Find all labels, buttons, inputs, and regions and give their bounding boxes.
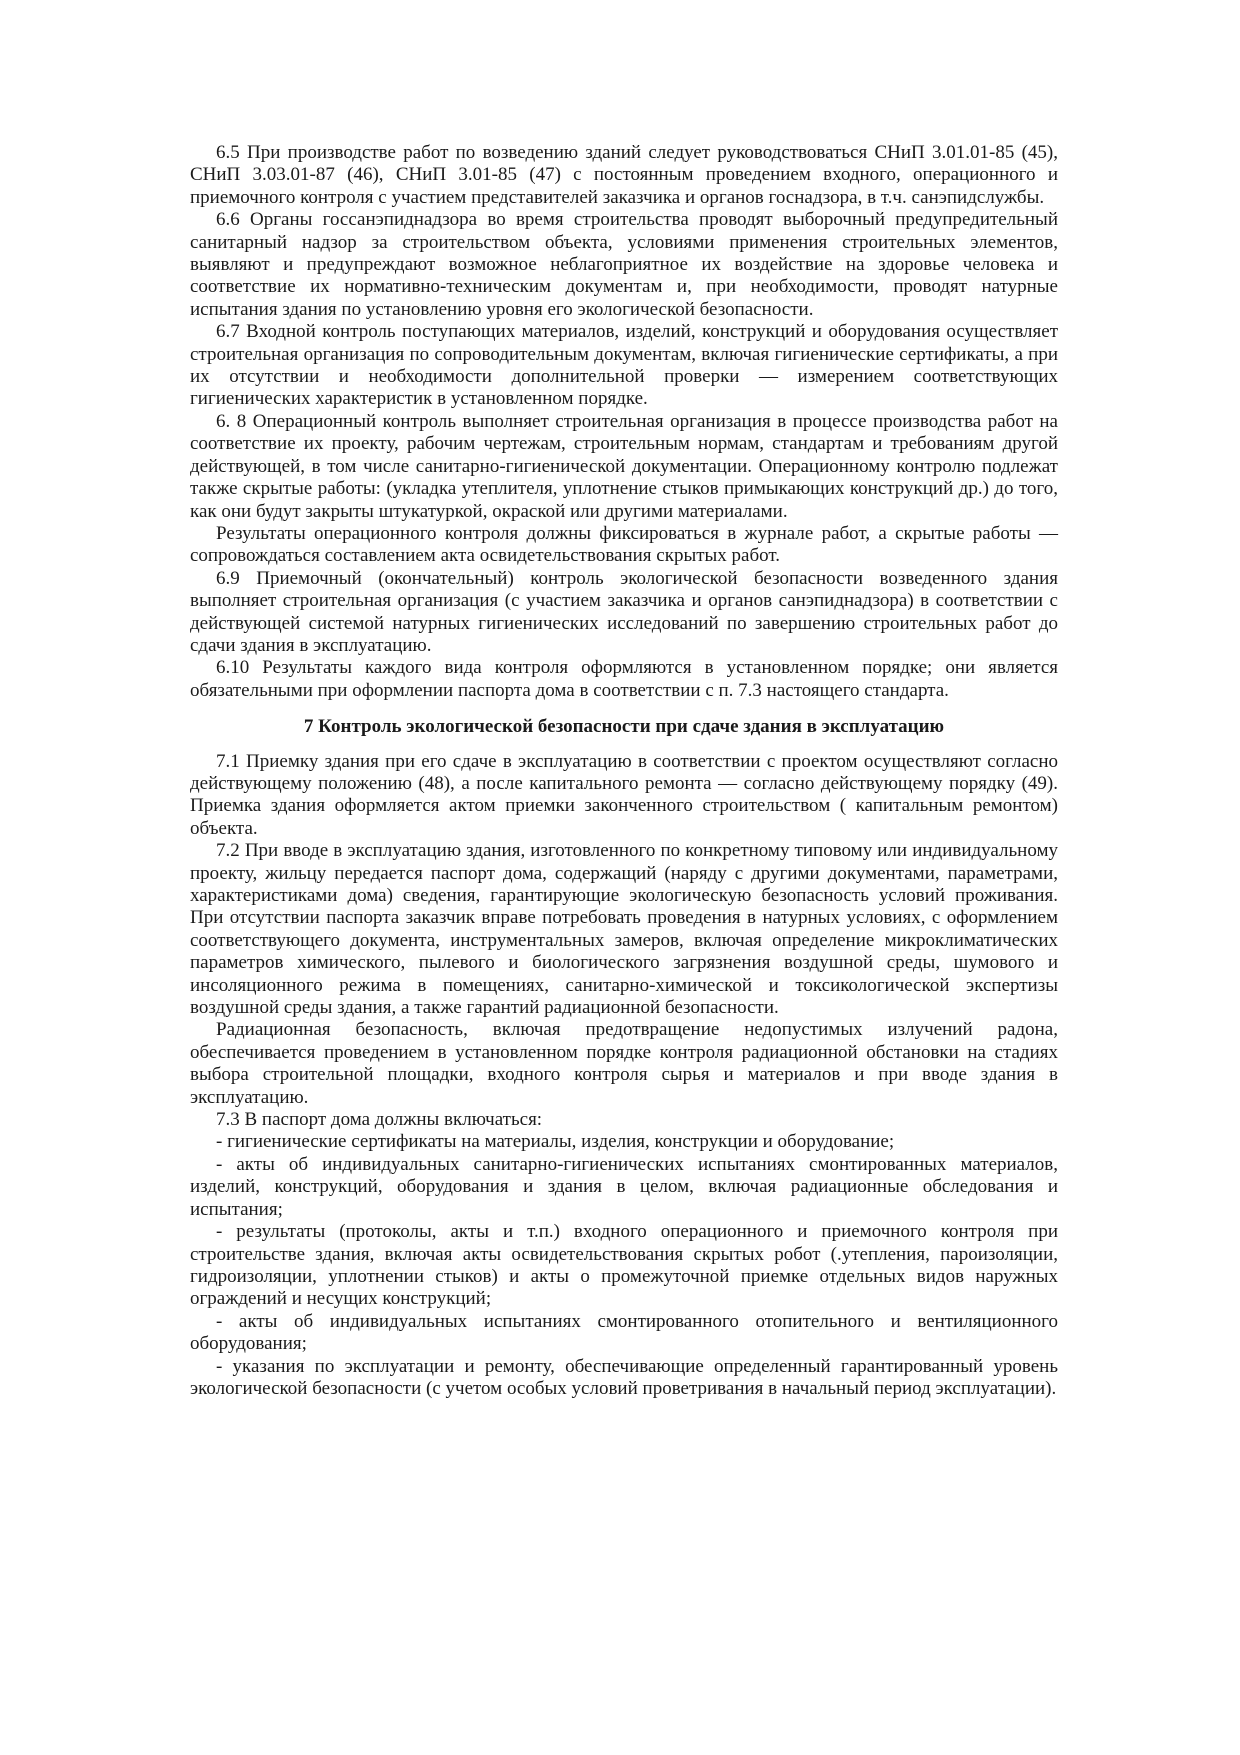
paragraph-7-3: 7.3 В паспорт дома должны включаться: [216,1109,543,1131]
paragraph-7-2: 7.2 При вводе в эксплуатацию здания, изготовленного по конкретному типовому или индивидуальному проекту, жильцу передается паспорт дома, содержащий (наряду с другими документами, параметрами, характеристиками дома) сведения, гарантирующие экологическую безопасность условий проживания. При отсутствии паспорта заказчик вправе потребовать проведения в натурных условиях, с оформлением соответствующего документа, инструментальных замеров, включая определение микроклиматических параметров химического, пылевого и биологического загрязнения воздушной среды, шумового и инсоляционного режима в помещениях, санитарно-химической и токсикологической экспертизы воздушной среды здания, а также гарантий радиационной безопасности. [190,840,1058,1019]
paragraph-6-8-results: Результаты операционного контроля должны фиксироваться в журнале работ, а скрытые работы — сопровождаться составлением акта освидетельствования скрытых работ. [190,522,1058,567]
paragraph-7-2-radiation: Радиационная безопасность, включая предотвращение недопустимых излучений радона, обеспечивается проведением в установленном порядке контроля радиационной обстановки на стадиях выбора строительной площадки, входного контроля сырья и материалов и при вводе здания в эксплуатацию. [190,1019,1058,1108]
paragraph-6-5: 6.5 При производстве работ по возведению зданий следует руководствоваться СНиП 3.01.01-85 (45), СНиП 3.03.01-87 (46), СНиП 3.01-85 (47) с постоянным проведением входного, операционного и приемочного контроля с участием представителей заказчика и органов госнадзора, в т.ч. санэпидслужбы. [190,142,1058,208]
list-item-certificates: - гигиенические сертификаты на материалы, изделия, конструкции и оборудование; [216,1131,895,1153]
list-item-maintenance-instructions: - указания по эксплуатации и ремонту, обеспечивающие определенный гарантированный уровень экологической безопасности (с учетом особых условий проветривания в начальный период эксплуатации). [190,1355,1058,1399]
list-item-equipment-tests: - акты об индивидуальных испытаниях смонтированного отопительного и вентиляционного оборудования; [190,1310,1058,1355]
section-7-heading: 7 Контроль экологической безопасности при сдаче здания в эксплуатацию [303,716,945,738]
paragraph-6-10: 6.10 Результаты каждого вида контроля оформляются в установленном порядке; они является обязательными при оформлении паспорта дома в соответствии с п. 7.3 настоящего стандарта. [190,657,1058,701]
list-item-control-results: - результаты (протоколы, акты и т.п.) входного операционного и приемочного контроля при строительстве здания, включая акты освидетельствования скрытых робот (.утепления, пароизоляции, гидроизоляции, уплотнении стыков) и акты о промежуточной приемке отдельных видов наружных ограждений и несущих конструкций; [190,1221,1058,1310]
paragraph-6-8: 6. 8 Операционный контроль выполняет строительная организация в процессе производства работ на соответствие их проекту, рабочим чертежам, строительным нормам, стандартам и требованиям другой действующей, в том числе санитарно-гигиенической документации. Операционному контролю подлежат также скрытые работы: (укладка утеплителя, уплотнение стыков примыкающих конструкций др.) до того, как они будут закрыты штукатуркой, окраской или другими материалами. [190,410,1058,522]
paragraph-7-1: 7.1 Приемку здания при его сдаче в эксплуатацию в соответствии с проектом осуществляют согласно действующему положению (48), а после капитального ремонта — согласно действующему порядку (49). Приемка здания оформляется актом приемки законченного строительством ( капитальным ремонтом) объекта. [190,750,1058,839]
document-page [190,142,1058,1400]
paragraph-6-9: 6.9 Приемочный (окончательный) контроль экологической безопасности возведенного здания выполняет строительная организация (с участием заказчика и органов санэпиднадзора) в соответствии с действующей системой натурных гигиенических исследований по завершению строительных работ до сдачи здания в эксплуатацию. [190,567,1058,656]
paragraph-6-7: 6.7 Входной контроль поступающих материалов, изделий, конструкций и оборудования осуществляет строительная организация по сопроводительным документам, включая гигиенические сертификаты, а при их отсутствии и необходимости дополнительной проверки — измерением соответствующих гигиенических характеристик в установленном порядке. [190,321,1058,410]
paragraph-6-6: 6.6 Органы госсанэпиднадзора во время строительства проводят выборочный предупредительный санитарный надзор за строительством объекта, условиями применения строительных элементов, выявляют и предупреждают возможное неблагоприятное их воздействие на здоровье человека и соответствие их нормативно-техническим документам и, при необходимости, проводят натурные испытания здания по установлению уровня его экологической безопасности. [190,209,1058,320]
list-item-sanitary-acts: - акты об индивидуальных санитарно-гигиенических испытаниях смонтированных материалов, изделий, конструкций, оборудования и здания в целом, включая радиационные обследования и испытания; [190,1153,1058,1220]
